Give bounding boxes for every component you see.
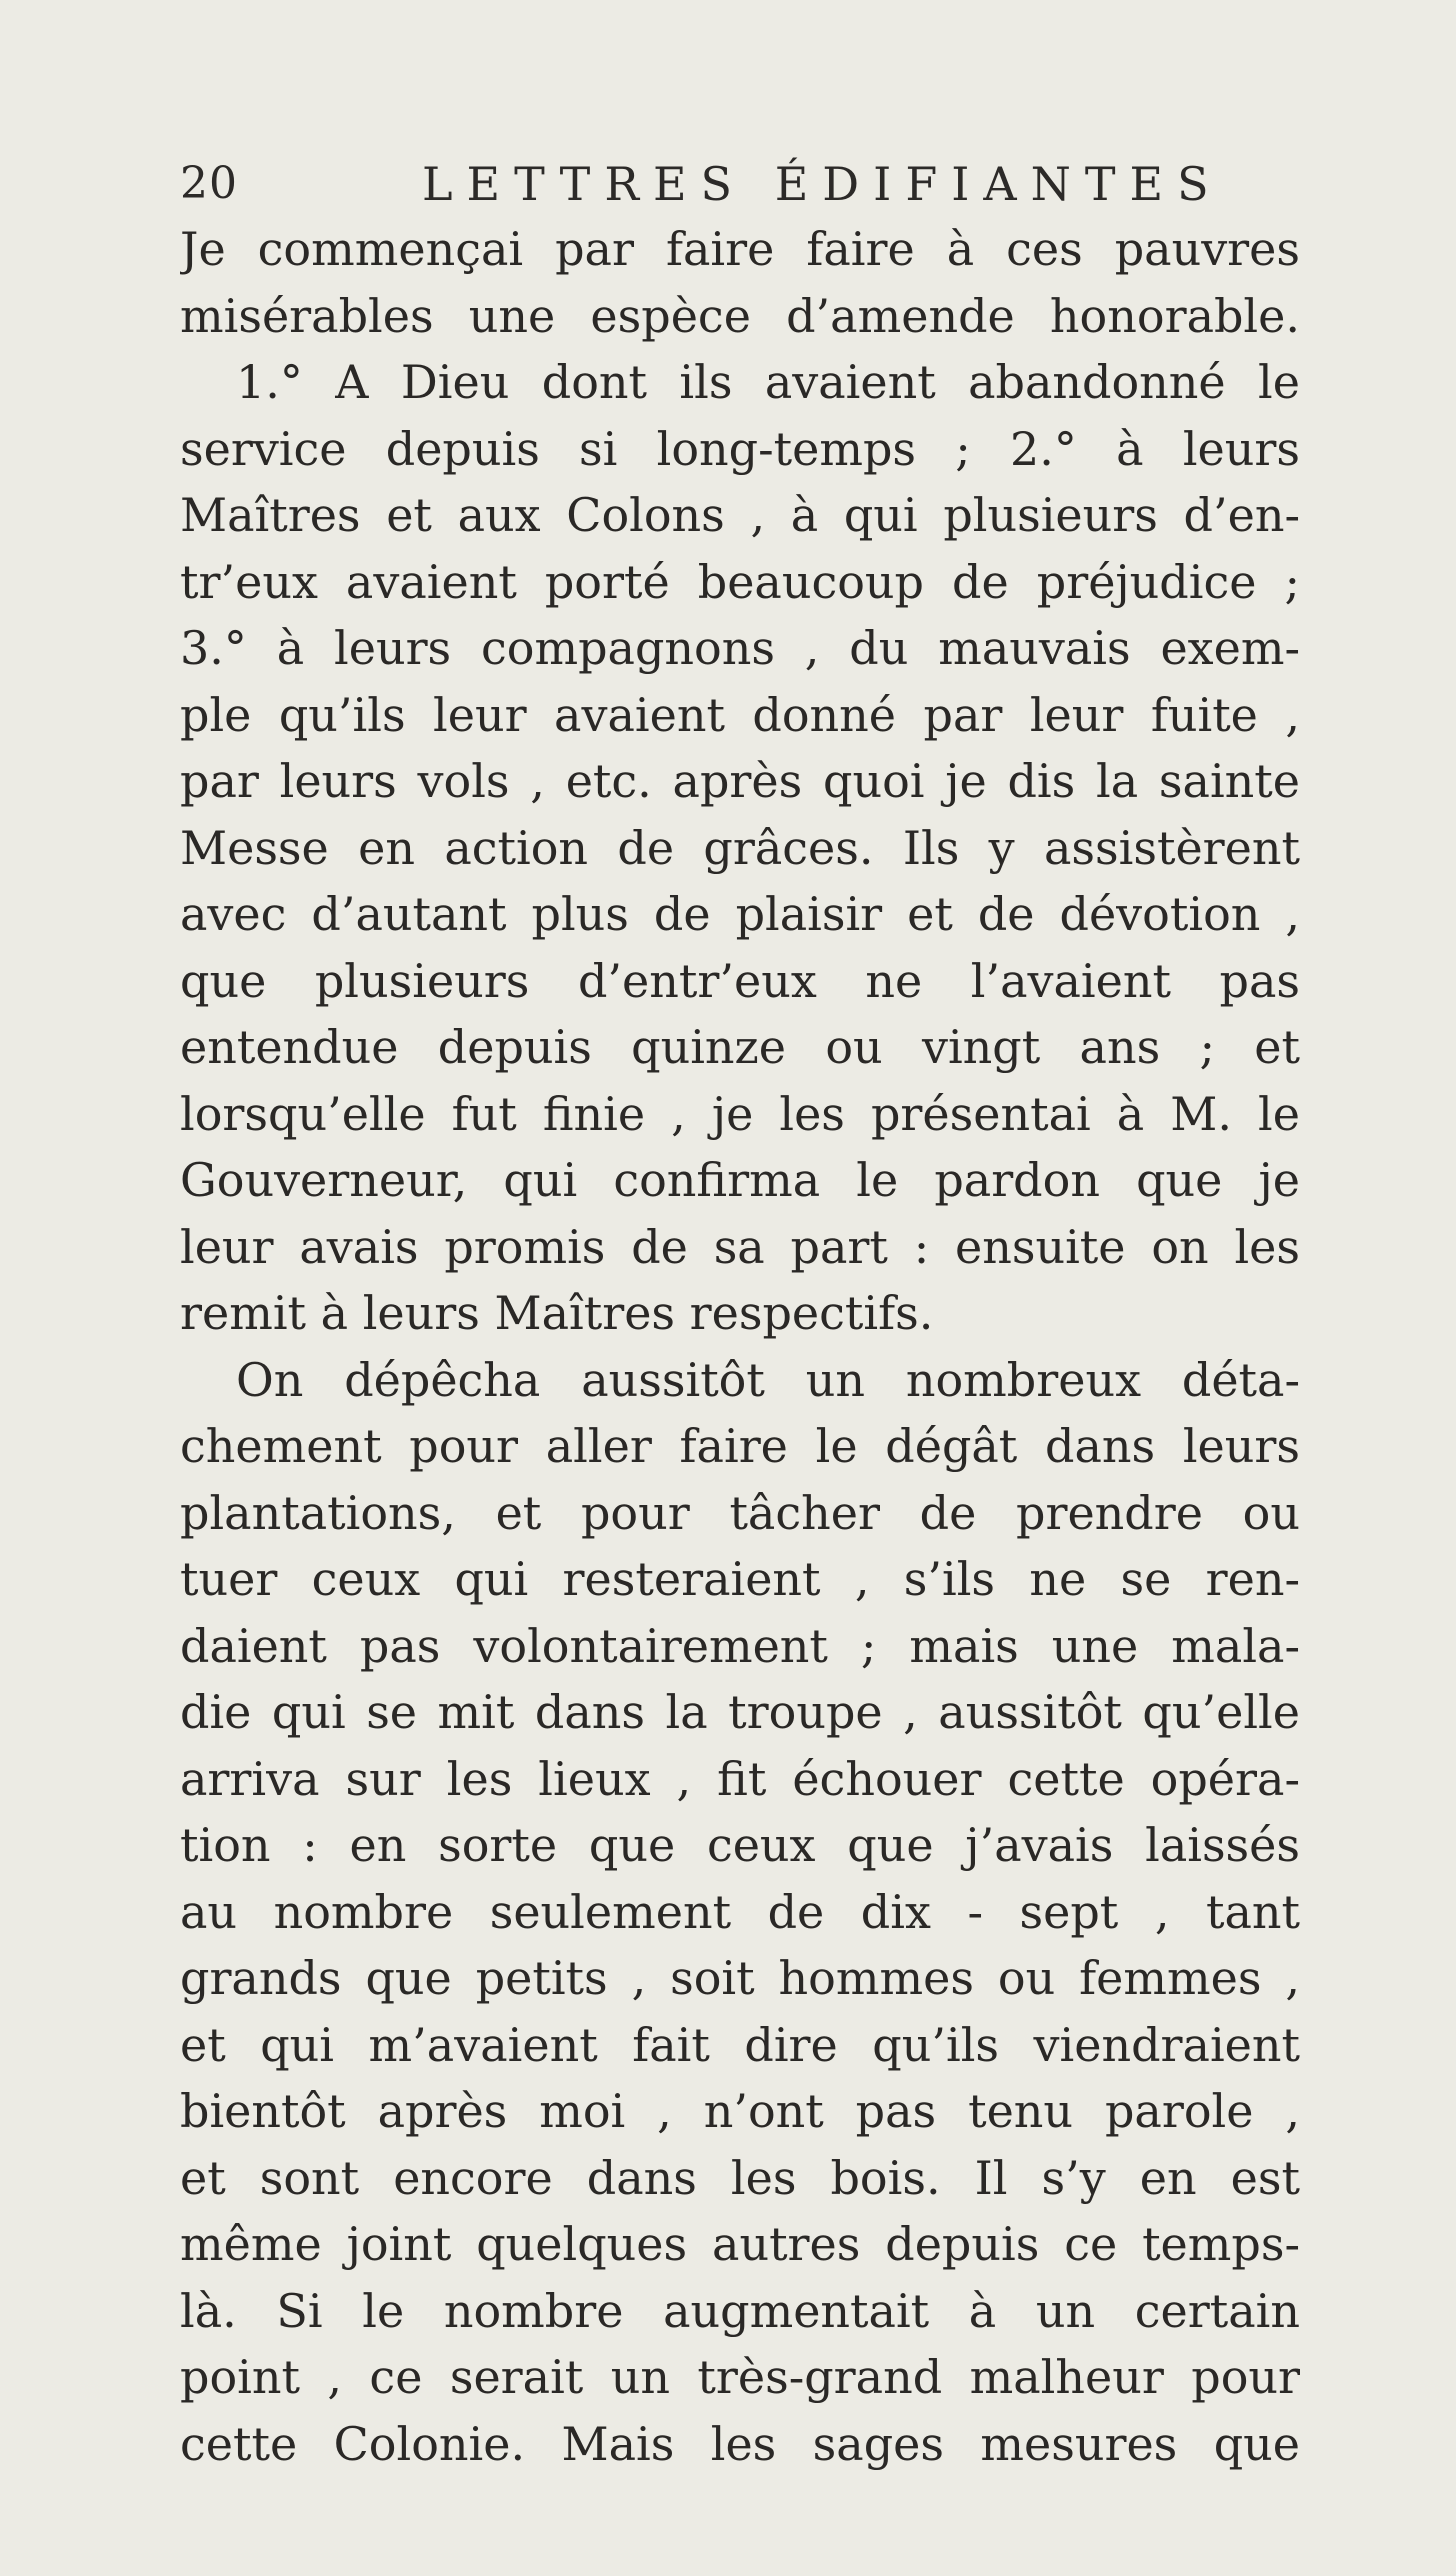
text-line: Gouverneur, qui confirma le pardon que je <box>180 1153 1300 1207</box>
text-line: ple qu’ils leur avaient donné par leur fuite , <box>180 687 1300 742</box>
text-line: arriva sur les lieux , fit échouer cette opéra- <box>180 1751 1300 1806</box>
text-line: que plusieurs d’entr’eux ne l’avaient pas <box>180 953 1300 1008</box>
text-line: au nombre seulement de dix - sept , tant <box>180 1884 1300 1939</box>
text-line: entendue depuis quinze ou vingt ans ; et <box>180 1020 1300 1074</box>
text-line: chement pour aller faire le dégât dans leurs <box>180 1419 1300 1473</box>
text-line: die qui se mit dans la troupe , aussitôt qu’elle <box>180 1685 1300 1739</box>
text-line: cette Colonie. Mais les sages mesures que <box>180 2416 1300 2471</box>
text-line: Maîtres et aux Colons , à qui plusieurs d’en- <box>180 488 1300 542</box>
text-line: daient pas volontairement ; mais une mala- <box>180 1618 1300 1673</box>
body-text <box>180 216 1300 2477</box>
text-line: là. Si le nombre augmentait à un certain <box>180 2283 1300 2338</box>
text-line: et qui m’avaient fait dire qu’ils viendraient <box>180 2017 1300 2072</box>
text-line: bientôt après moi , n’ont pas tenu parole , <box>180 2084 1300 2138</box>
text-line: leur avais promis de sa part : ensuite on les <box>180 1219 1300 1274</box>
text-line: même joint quelques autres depuis ce temps- <box>180 2217 1300 2271</box>
running-head <box>180 152 1300 216</box>
text-line: service depuis si long-temps ; 2.° à leurs <box>180 421 1300 476</box>
text-line: tion : en sorte que ceux que j’avais laissés <box>180 1818 1300 1872</box>
text-line: Messe en action de grâces. Ils y assistèrent <box>180 820 1300 875</box>
text-line: point , ce serait un très-grand malheur pour <box>180 2350 1300 2404</box>
text-line: lorsqu’elle fut finie , je les présentai à M. le <box>180 1086 1300 1141</box>
text-line: et sont encore dans les bois. Il s’y en est <box>180 2150 1300 2205</box>
running-title: LETTRES ÉDIFIANTES <box>422 157 1223 211</box>
text-line: misérables une espèce d’amende honorable. <box>180 288 1300 343</box>
text-line: avec d’autant plus de plaisir et de dévotion , <box>180 887 1300 941</box>
text-line: Je commençai par faire faire à ces pauvres <box>180 222 1300 276</box>
text-line: grands que petits , soit hommes ou femmes , <box>180 1951 1300 2005</box>
text-line: remit à leurs Maîtres respectifs. <box>180 1286 934 1340</box>
text-line: tuer ceux qui resteraient , s’ils ne se ren- <box>180 1552 1300 1606</box>
text-line: 1.° A Dieu dont ils avaient abandonné le <box>236 355 1300 409</box>
text-line: plantations, et pour tâcher de prendre ou <box>180 1485 1300 1540</box>
text-line: On dépêcha aussitôt un nombreux déta- <box>236 1352 1300 1407</box>
text-line: tr’eux avaient porté beaucoup de préjudice ; <box>180 554 1300 609</box>
text-line: par leurs vols , etc. après quoi je dis la sainte <box>180 754 1300 808</box>
text-line: 3.° à leurs compagnons , du mauvais exem- <box>180 621 1300 675</box>
page-number: 20 <box>180 158 238 209</box>
